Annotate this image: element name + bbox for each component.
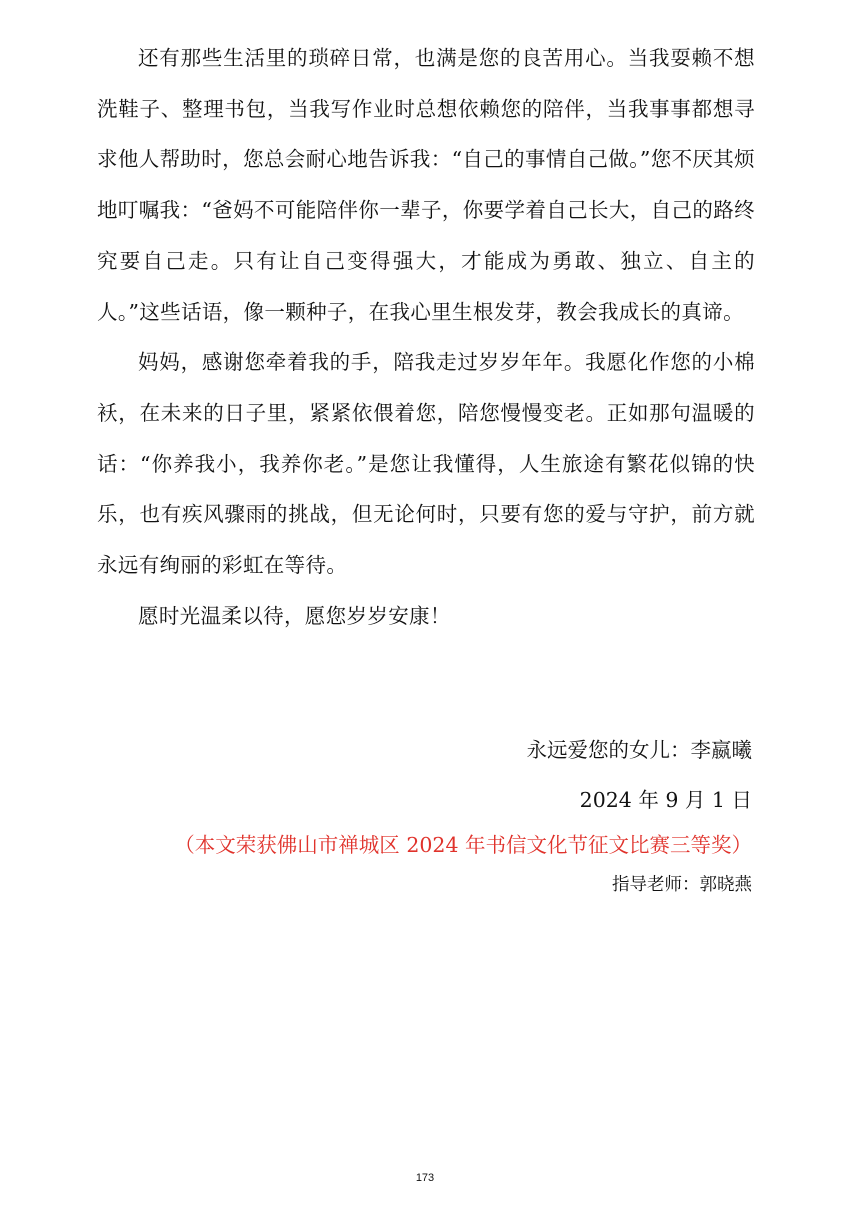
letter-body: [97, 33, 755, 641]
paragraph-thanks: 妈妈，感谢您牵着我的手，陪我走过岁岁年年。我愿化作您的小棉袄，在未来的日子里，紧紧依偎着您，陪您慢慢变老。正如那句温暖的话：“你养我小，我养你老。”是您让我懂得，人生旅途有繁花似锦的快乐，也有疾风骤雨的挑战，但无论何时，只要有您的爱与守护，前方就永远有绚丽的彩虹在等待。: [97, 350, 755, 578]
paragraph-daily-life: 还有那些生活里的琐碎日常，也满是您的良苦用心。当我耍赖不想洗鞋子、整理书包，当我写作业时总想依赖您的陪伴，当我事事都想寻求他人帮助时，您总会耐心地告诉我：“自己的事情自己做。”您不厌其烦地叮嘱我：“爸妈不可能陪伴你一辈子，你要学着自己长大，自己的路终究要自己走。只有让自己变得强大，才能成为勇敢、独立、自主的人。”这些话语，像一颗种子，在我心里生根发芽，教会我成长的真谛。: [97, 46, 755, 324]
teacher-credit: 指导老师：郭晓燕: [612, 875, 752, 895]
signature-line: 永远爱您的女儿：李嬴曦: [526, 738, 752, 762]
page-number: 173: [415, 1172, 435, 1184]
letter-date: 2024 年 9 月 1 日: [579, 788, 752, 812]
paragraph-wish: 愿时光温柔以待，愿您岁岁安康！: [138, 603, 451, 628]
award-note: （本文荣获佛山市禅城区 2024 年书信文化节征文比赛三等奖）: [174, 833, 752, 857]
